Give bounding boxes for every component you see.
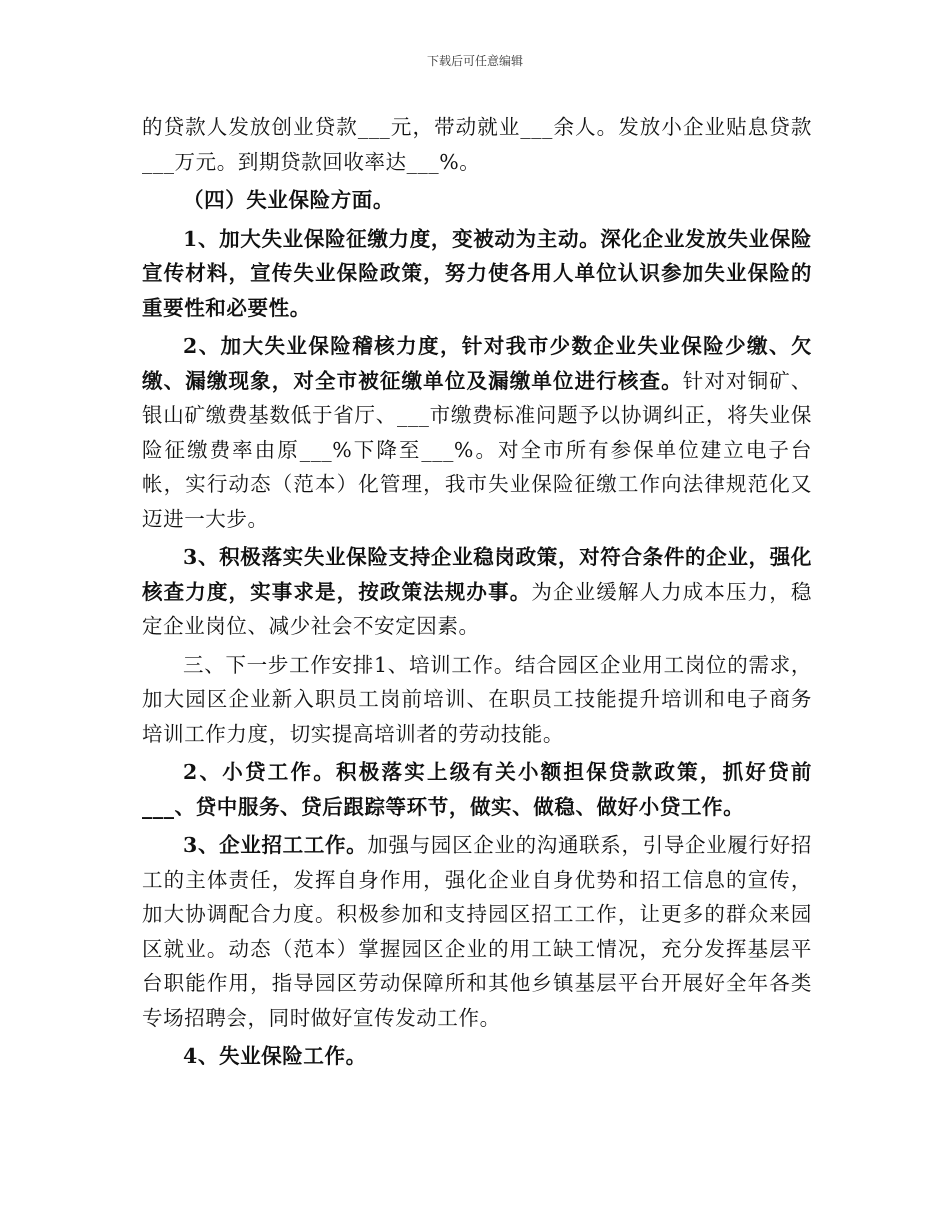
paragraph-8-bold: 3、企业招工工作。: [183, 833, 368, 857]
paragraph-8: [142, 828, 812, 1035]
paragraph-2-bold: （四）失业保险方面。: [183, 188, 394, 212]
paragraph-5-bold: 3、积极落实失业保险支持企业稳岗政策，对符合条件的企业，强化核查力度，实事求是，按政策法规办事。: [142, 545, 812, 604]
paragraph-1: [142, 110, 812, 179]
paragraph-5: [142, 540, 812, 644]
paragraph-9: [142, 1039, 812, 1074]
paragraph-8-text: 加强与园区企业的沟通联系，引导企业履行好招工的主体责任，发挥自身作用，强化企业自身优势和招工信息的宣传，加大协调配合力度。积极参加和支持园区招工工作，让更多的群众来园区就业。动态（范本）掌握园区企业的用工缺工情况，充分发挥基层平台职能作用，指导园区劳动保障所和其他乡镇基层平台开展好全年各类专场招聘会，同时做好宣传发动工作。: [142, 833, 812, 1030]
paragraph-7-bold: 2、小贷工作。积极落实上级有关小额担保贷款政策，抓好贷前___、贷中服务、贷后跟踪等环节，做实、做稳、做好小贷工作。: [142, 760, 812, 819]
page-header: 下载后可任意编辑: [426, 54, 523, 68]
paragraph-1-text: 的贷款人发放创业贷款___元，带动就业___余人。发放小企业贴息贷款___万元。到期贷款回收率达___%。: [142, 115, 812, 174]
paragraph-4-bold: 2、加大失业保险稽核力度，针对我市少数企业失业保险少缴、欠缴、漏缴现象，对全市被征缴单位及漏缴单位进行核查。: [142, 334, 812, 393]
document-body: [142, 110, 812, 1078]
paragraph-6: [142, 648, 812, 752]
paragraph-7: [142, 755, 812, 824]
paragraph-6-text: 三、下一步工作安排1、培训工作。结合园区企业用工岗位的需求，加大园区企业新入职员工岗前培训、在职员工技能提升培训和电子商务培训工作力度，切实提高培训者的劳动技能。: [142, 652, 812, 746]
paragraph-3-bold: 1、加大失业保险征缴力度，变被动为主动。深化企业发放失业保险宣传材料，宣传失业保险政策，努力使各用人单位认识参加失业保险的重要性和必要性。: [142, 226, 812, 320]
paragraph-4-text: 针对对铜矿、银山矿缴费基数低于省厅、___市缴费标准问题予以协调纠正，将失业保险征缴费率由原___%下降至___%。对全市所有参保单位建立电子台帐，实行动态（范本）化管理，我市失业保险征缴工作向法律规范化又迈进一大步。: [142, 368, 812, 531]
paragraph-9-bold: 4、失业保险工作。: [183, 1044, 367, 1068]
paragraph-3: [142, 222, 812, 326]
paragraph-2: [142, 183, 812, 218]
paragraph-5-text: 为企业缓解人力成本压力，稳定企业岗位、减少社会不安定因素。: [142, 579, 812, 638]
paragraph-4: [142, 329, 812, 536]
